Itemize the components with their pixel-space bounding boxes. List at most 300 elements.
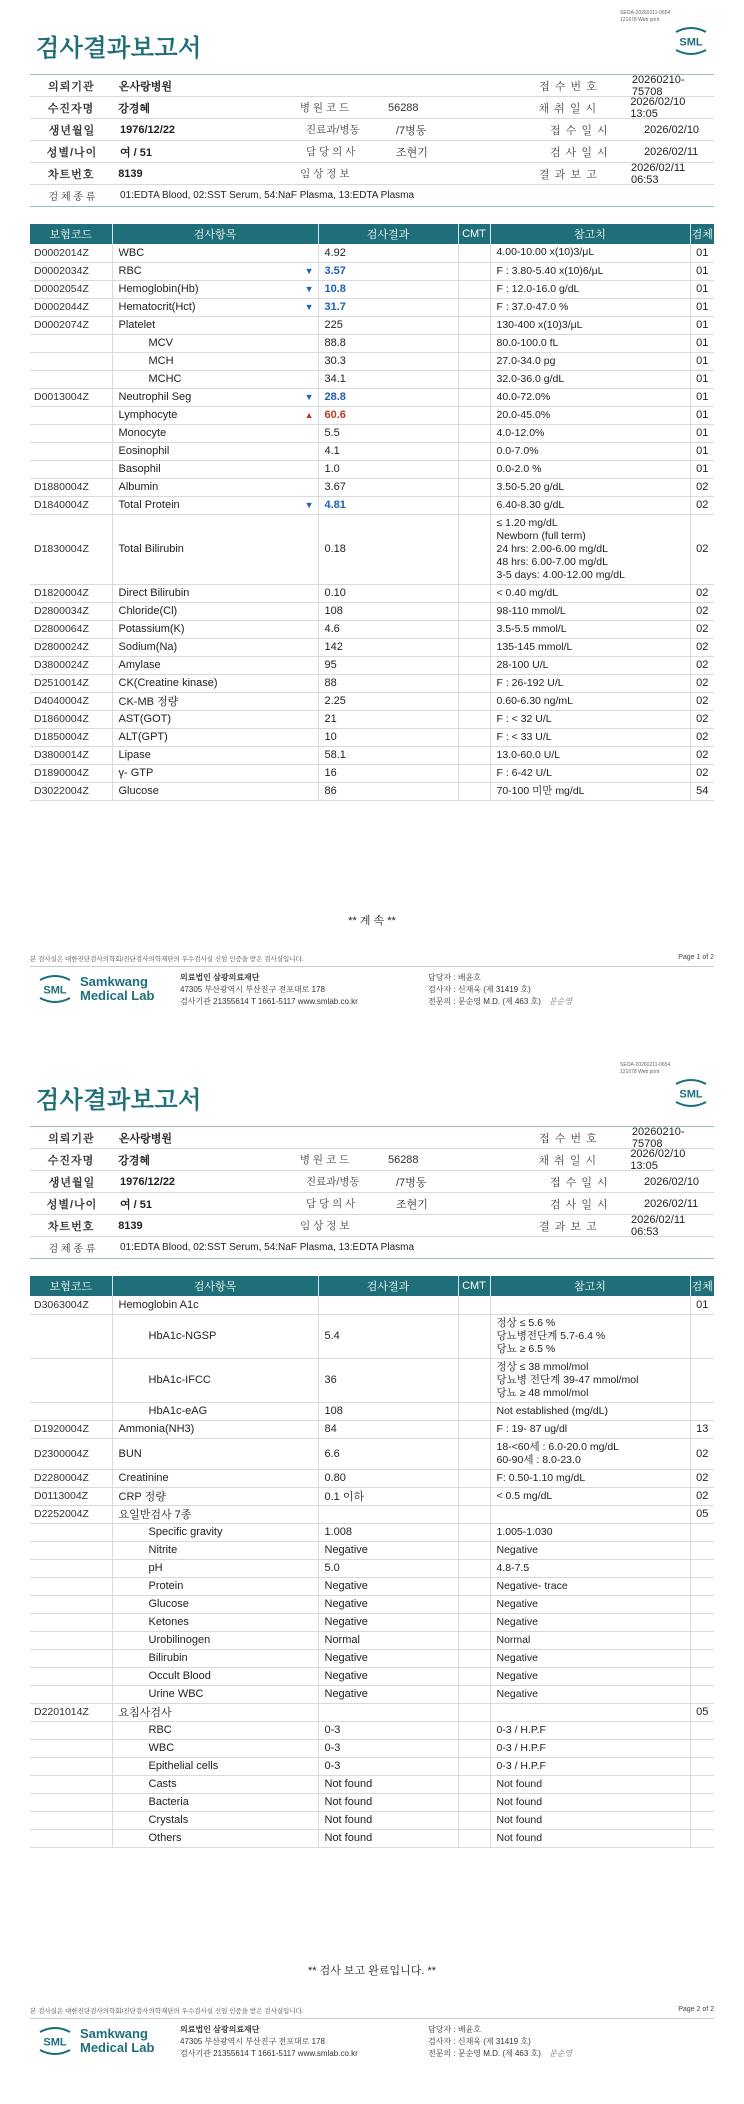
table-row — [30, 496, 714, 514]
cmt-cell — [458, 1613, 490, 1631]
table-row — [30, 710, 714, 728]
doctor-label: 담 당 의 사 — [306, 146, 356, 158]
item-cell: Hemoglobin A1c — [112, 1296, 318, 1314]
table-row — [30, 1402, 714, 1420]
code-cell: D1830004Z — [30, 514, 112, 584]
hospital-code-label: 병 원 코 드 — [299, 102, 350, 114]
item-cell: Crystals — [112, 1811, 318, 1829]
code-cell: D1880004Z — [30, 478, 112, 496]
result-cell: 0-3 — [318, 1739, 458, 1757]
cmt-cell — [458, 1559, 490, 1577]
code-cell: D1920004Z — [30, 1420, 112, 1438]
institution-label: 의뢰기관 — [48, 80, 95, 93]
table-row — [30, 620, 714, 638]
cmt-cell — [458, 584, 490, 602]
code-cell: D3022004Z — [30, 782, 112, 800]
code-cell — [30, 442, 112, 460]
receipt-date-value: 2026/02/10 — [644, 123, 700, 136]
reference-cell: 20.0-45.0% — [490, 406, 690, 424]
item-cell: Hemoglobin(Hb) ▼ — [112, 280, 318, 298]
item-cell: Lipase — [112, 746, 318, 764]
table-row — [30, 334, 714, 352]
footer-org-info: 의료법인 삼광의료재단 47305 부산광역시 부산진구 전포대로 178 검사기관 21355614 T 1661-5117 www.smlab.co.kr — [180, 973, 358, 1006]
clinical-label: 임 상 정 보 — [300, 168, 350, 180]
cmt-cell — [458, 424, 490, 442]
footer-org-info: 의료법인 삼광의료재단 47305 부산광역시 부산진구 전포대로 178 검사기관 21355614 T 1661-5117 www.smlab.co.kr — [180, 2025, 358, 2058]
item-cell: pH — [112, 1559, 318, 1577]
result-cell: Negative — [318, 1667, 458, 1685]
result-cell: Negative — [318, 1685, 458, 1703]
dob-label: 생년월일 — [48, 124, 96, 137]
reference-cell: 13.0-60.0 U/L — [490, 746, 690, 764]
result-cell — [318, 1296, 458, 1314]
cmt-cell — [458, 406, 490, 424]
code-cell — [30, 1631, 112, 1649]
code-cell: D3063004Z — [30, 1296, 112, 1314]
table-row — [30, 316, 714, 334]
code-cell: D2201014Z — [30, 1703, 112, 1721]
code-cell: D0002074Z — [30, 316, 112, 334]
table-row — [30, 1577, 714, 1595]
reference-cell: 27.0-34.0 pg — [490, 352, 690, 370]
item-cell: Nitrite — [112, 1541, 318, 1559]
result-cell: 88.8 — [318, 334, 458, 352]
reference-cell: Not established (mg/dL) — [490, 1402, 690, 1420]
print-stamp: SEOA-20260211-0654 121678 Web print — [620, 1062, 671, 1075]
low-flag-icon: ▼ — [304, 392, 314, 402]
specimen-cell: 01 — [690, 334, 714, 352]
item-cell: HbA1c-IFCC — [112, 1358, 318, 1402]
receipt-no-value: 20260210-75708 — [631, 73, 685, 98]
specimen-cell — [690, 1559, 714, 1577]
reference-cell: F : < 32 U/L — [490, 710, 690, 728]
specimen-cell: 01 — [690, 460, 714, 478]
cmt-cell — [458, 674, 490, 692]
page-number: Page 2 of 2 — [678, 2006, 714, 2013]
reference-cell — [490, 1296, 690, 1314]
table-row — [30, 1314, 714, 1358]
specimen-cell: 02 — [690, 674, 714, 692]
cmt-cell — [458, 1649, 490, 1667]
specimen-cell — [690, 1541, 714, 1559]
table-row — [30, 1631, 714, 1649]
specimen-cell: 02 — [690, 514, 714, 584]
results-table-page-1 — [30, 224, 714, 801]
footer-logo: SML Samkwang Medical Lab — [36, 974, 154, 1004]
sml-logo-icon — [672, 1078, 710, 1108]
print-stamp: SEOA-20260211-0654 121678 Web print — [620, 10, 671, 23]
cmt-cell — [458, 334, 490, 352]
cmt-cell — [458, 1296, 490, 1314]
item-cell: Potassium(K) — [112, 620, 318, 638]
reference-cell: 6.40-8.30 g/dL — [490, 496, 690, 514]
reference-cell: F : 26-192 U/L — [490, 674, 690, 692]
dept-label: 진료과/병동 — [306, 124, 360, 136]
code-cell — [30, 1595, 112, 1613]
result-cell: 225 — [318, 316, 458, 334]
table-row — [30, 1703, 714, 1721]
result-cell: 3.57 — [318, 262, 458, 280]
cmt-cell — [458, 1667, 490, 1685]
high-flag-icon: ▲ — [304, 410, 314, 420]
result-cell: Not found — [318, 1793, 458, 1811]
specimen-cell: 01 — [690, 280, 714, 298]
result-cell: 86 — [318, 782, 458, 800]
cmt-cell — [458, 1739, 490, 1757]
code-cell: D1860004Z — [30, 710, 112, 728]
cmt-cell — [458, 388, 490, 406]
accreditation-note: 본 검사실은 대한진단검사의학회/진단검사의학재단의 우수검사실 신임 인증을 받은 검사실입니다. — [30, 956, 304, 963]
reference-cell: 18-<60세 : 6.0-20.0 mg/dL 60-90세 : 8.0-23.0 — [490, 1438, 690, 1469]
cmt-cell — [458, 1811, 490, 1829]
cmt-cell — [458, 728, 490, 746]
result-cell: 1.008 — [318, 1523, 458, 1541]
reference-cell: Not found — [490, 1811, 690, 1829]
reference-cell: 0.0-7.0% — [490, 442, 690, 460]
table-row — [30, 638, 714, 656]
reference-cell: 4.8-7.5 — [490, 1559, 690, 1577]
table-row — [30, 1775, 714, 1793]
item-cell: RBC ▼ — [112, 262, 318, 280]
report-page-2 — [0, 1052, 744, 2104]
low-flag-icon: ▼ — [304, 500, 314, 510]
result-cell: 2.25 — [318, 692, 458, 710]
sml-logo-icon — [672, 26, 710, 56]
table-row — [30, 1559, 714, 1577]
cmt-cell — [458, 478, 490, 496]
result-cell: Not found — [318, 1775, 458, 1793]
table-row — [30, 1541, 714, 1559]
specimen-label: 검 체 종 류 — [48, 192, 96, 203]
item-cell: MCV — [112, 334, 318, 352]
table-row — [30, 1793, 714, 1811]
code-cell — [30, 1649, 112, 1667]
item-cell: Protein — [112, 1577, 318, 1595]
reference-cell: 4.0-12.0% — [490, 424, 690, 442]
result-cell: 88 — [318, 674, 458, 692]
result-cell: 16 — [318, 764, 458, 782]
patient-info: 의뢰기관 온사랑병원 접 수 번 호 20260210-75708 수진자명 강경혜 병 원 코 드 56288 채 취 일 시 2026/02/10 13:05 생년월일 1976/12/22 진료과/병동 /7병동 접 수 일 시 2026/02/10 성별/나이 여 / 51 담 당 의 사 조현기 검 사 일 시 2026/02/11 차트번호 8139 임 상 정 보 결 과 보 고 2026/02/11 06:53 검 체 종 류 01:EDTA Blood, 02:SST Serum, 54:NaF Plasma, 13:EDTA Plasma — [30, 1126, 714, 1259]
reference-cell: 0-3 / H.P.F — [490, 1757, 690, 1775]
specimen-cell: 02 — [690, 584, 714, 602]
specimen-cell: 01 — [690, 1296, 714, 1314]
code-cell: D2280004Z — [30, 1469, 112, 1487]
specimen-cell — [690, 1523, 714, 1541]
reference-cell: 0.0-2.0 % — [490, 460, 690, 478]
result-cell: 0.80 — [318, 1469, 458, 1487]
code-cell — [30, 370, 112, 388]
specimen-cell — [690, 1667, 714, 1685]
code-cell — [30, 1757, 112, 1775]
cmt-cell — [458, 370, 490, 388]
specimen-cell: 01 — [690, 406, 714, 424]
dept-value: /7병동 — [396, 124, 427, 137]
item-cell: CRP 정량 — [112, 1487, 318, 1505]
cmt-cell — [458, 1314, 490, 1358]
cmt-cell — [458, 1757, 490, 1775]
item-cell: Total Bilirubin — [112, 514, 318, 584]
code-cell — [30, 1721, 112, 1739]
code-cell — [30, 1541, 112, 1559]
result-cell: 142 — [318, 638, 458, 656]
table-row — [30, 782, 714, 800]
cmt-cell — [458, 1793, 490, 1811]
test-date-label: 검 사 일 시 — [550, 146, 609, 159]
reference-cell: 3.50-5.20 g/dL — [490, 478, 690, 496]
item-cell: AST(GOT) — [112, 710, 318, 728]
reference-cell: F : 3.80-5.40 x(10)6/μL — [490, 262, 690, 280]
cmt-cell — [458, 1487, 490, 1505]
table-row — [30, 1721, 714, 1739]
code-cell — [30, 1314, 112, 1358]
result-cell — [318, 1505, 458, 1523]
item-cell: Ammonia(NH3) — [112, 1420, 318, 1438]
signature: 문순영 — [548, 997, 573, 1006]
reference-cell: Negative- trace — [490, 1577, 690, 1595]
specimen-cell — [690, 1358, 714, 1402]
code-cell: D2800024Z — [30, 638, 112, 656]
reference-cell: F : 6-42 U/L — [490, 764, 690, 782]
specimen-cell — [690, 1631, 714, 1649]
hospital-code-value: 56288 — [387, 101, 419, 114]
result-cell: 10.8 — [318, 280, 458, 298]
report-title: 검사결과보고서 — [36, 35, 202, 62]
reference-cell: < 0.40 mg/dL — [490, 584, 690, 602]
specimen-cell — [690, 1739, 714, 1757]
reference-cell: F : 37.0-47.0 % — [490, 298, 690, 316]
result-cell: 21 — [318, 710, 458, 728]
col-header-ref: 참고치 — [490, 224, 690, 244]
specimen-cell: 02 — [690, 656, 714, 674]
code-cell: D2252004Z — [30, 1505, 112, 1523]
specimen-cell: 02 — [690, 478, 714, 496]
specimen-cell: 01 — [690, 388, 714, 406]
result-cell: 31.7 — [318, 298, 458, 316]
cmt-cell — [458, 280, 490, 298]
cmt-cell — [458, 782, 490, 800]
code-cell — [30, 1559, 112, 1577]
result-cell: 95 — [318, 656, 458, 674]
specimen-cell — [690, 1775, 714, 1793]
table-row — [30, 728, 714, 746]
result-cell: 0.1 이하 — [318, 1487, 458, 1505]
result-cell: 36 — [318, 1358, 458, 1402]
specimen-cell: 02 — [690, 496, 714, 514]
table-row — [30, 1811, 714, 1829]
cmt-cell — [458, 1685, 490, 1703]
table-row — [30, 674, 714, 692]
specimen-cell — [690, 1649, 714, 1667]
reference-cell — [490, 1505, 690, 1523]
code-cell: D0002054Z — [30, 280, 112, 298]
result-cell: Not found — [318, 1829, 458, 1847]
code-cell — [30, 424, 112, 442]
result-cell: 4.81 — [318, 496, 458, 514]
result-cell: 10 — [318, 728, 458, 746]
table-row — [30, 1739, 714, 1757]
specimen-cell — [690, 1402, 714, 1420]
svg-text:SML: SML — [43, 984, 67, 997]
table-row — [30, 1505, 714, 1523]
result-cell: 4.1 — [318, 442, 458, 460]
specimen-cell: 05 — [690, 1703, 714, 1721]
receipt-date-label: 접 수 일 시 — [550, 124, 609, 137]
specimen-cell: 01 — [690, 244, 714, 262]
reference-cell: 1.005-1.030 — [490, 1523, 690, 1541]
specimen-cell: 54 — [690, 782, 714, 800]
result-cell: 60.6 — [318, 406, 458, 424]
code-cell — [30, 1402, 112, 1420]
item-cell: Occult Blood — [112, 1667, 318, 1685]
specimen-cell — [690, 1613, 714, 1631]
code-cell — [30, 1775, 112, 1793]
item-cell: Glucose — [112, 1595, 318, 1613]
svg-text:SML: SML — [679, 36, 703, 49]
collect-label: 채 취 일 시 — [538, 102, 598, 115]
reference-cell: Negative — [490, 1685, 690, 1703]
item-cell: WBC — [112, 1739, 318, 1757]
cmt-cell — [458, 638, 490, 656]
table-row — [30, 262, 714, 280]
item-cell: Basophil — [112, 460, 318, 478]
reference-cell: 0-3 / H.P.F — [490, 1721, 690, 1739]
item-cell: Direct Bilirubin — [112, 584, 318, 602]
item-cell: Neutrophil Seg ▼ — [112, 388, 318, 406]
specimen-cell — [690, 1829, 714, 1847]
table-row — [30, 1523, 714, 1541]
result-cell: Negative — [318, 1577, 458, 1595]
cmt-cell — [458, 710, 490, 728]
result-cell: Negative — [318, 1613, 458, 1631]
specimen-cell — [690, 1811, 714, 1829]
specimen-cell: 01 — [690, 316, 714, 334]
name-label: 수진자명 — [47, 102, 95, 115]
item-cell: Specific gravity — [112, 1523, 318, 1541]
cmt-cell — [458, 746, 490, 764]
reference-cell: Negative — [490, 1595, 690, 1613]
name-value: 강경혜 — [118, 102, 150, 115]
result-cell: 0.10 — [318, 584, 458, 602]
table-row — [30, 1296, 714, 1314]
reference-cell: F : 12.0-16.0 g/dL — [490, 280, 690, 298]
table-row — [30, 1595, 714, 1613]
reference-cell: 정상 ≤ 5.6 % 당뇨병전단계 5.7-6.4 % 당뇨 ≥ 6.5 % — [490, 1314, 690, 1358]
cmt-cell — [458, 764, 490, 782]
result-cell: Negative — [318, 1541, 458, 1559]
cmt-cell — [458, 514, 490, 584]
table-row — [30, 478, 714, 496]
cmt-cell — [458, 1505, 490, 1523]
cmt-cell — [458, 1631, 490, 1649]
footer-staff-info: 담당자 : 배윤호 검사자 : 신재욱 (제 31419 호) 전문의 : 문순영 M.D. (제 463 호) 문순영 — [428, 2025, 573, 2058]
cmt-cell — [458, 1402, 490, 1420]
code-cell: D2300004Z — [30, 1438, 112, 1469]
table-row — [30, 692, 714, 710]
specimen-cell: 13 — [690, 1420, 714, 1438]
item-cell: HbA1c-eAG — [112, 1402, 318, 1420]
item-cell: Amylase — [112, 656, 318, 674]
specimen-cell: 01 — [690, 424, 714, 442]
result-cell: 84 — [318, 1420, 458, 1438]
code-cell: D3800014Z — [30, 746, 112, 764]
col-header-cmt: CMT — [458, 224, 490, 244]
sex-age-value: 여 / 51 — [120, 146, 153, 159]
cmt-cell — [458, 298, 490, 316]
svg-text:SML: SML — [679, 1088, 703, 1101]
col-header-specimen: 검체 — [690, 224, 714, 244]
specimen-cell: 02 — [690, 764, 714, 782]
specimen-cell — [690, 1577, 714, 1595]
report-time-value: 2026/02/11 06:53 — [631, 161, 686, 186]
code-cell — [30, 1577, 112, 1595]
cmt-cell — [458, 656, 490, 674]
specimen-cell: 02 — [690, 1438, 714, 1469]
code-cell: D1850004Z — [30, 728, 112, 746]
svg-text:SML: SML — [43, 2036, 67, 2049]
specimen-cell: 02 — [690, 638, 714, 656]
reference-cell: Not found — [490, 1829, 690, 1847]
cmt-cell — [458, 1358, 490, 1402]
specimen-cell — [690, 1793, 714, 1811]
reference-cell — [490, 1703, 690, 1721]
code-cell — [30, 1793, 112, 1811]
reference-cell: Negative — [490, 1613, 690, 1631]
col-header-result: 검사결과 — [318, 224, 458, 244]
code-cell: D0002034Z — [30, 262, 112, 280]
reference-cell: Negative — [490, 1649, 690, 1667]
reference-cell: F: 0.50-1.10 mg/dL — [490, 1469, 690, 1487]
reference-cell: 3.5-5.5 mmol/L — [490, 620, 690, 638]
specimen-cell — [690, 1757, 714, 1775]
result-cell: 4.6 — [318, 620, 458, 638]
result-cell: 5.4 — [318, 1314, 458, 1358]
code-cell: D2510014Z — [30, 674, 112, 692]
table-row — [30, 1757, 714, 1775]
reference-cell: 40.0-72.0% — [490, 388, 690, 406]
cmt-cell — [458, 352, 490, 370]
cmt-cell — [458, 442, 490, 460]
reference-cell: F : 19- 87 ug/dl — [490, 1420, 690, 1438]
item-cell: Chloride(Cl) — [112, 602, 318, 620]
low-flag-icon: ▼ — [304, 284, 314, 294]
item-cell: RBC — [112, 1721, 318, 1739]
report-complete-note: ** 검사 보고 완료입니다. ** — [307, 1965, 437, 1977]
specimen-cell — [690, 1314, 714, 1358]
table-row — [30, 370, 714, 388]
table-row — [30, 1358, 714, 1402]
reference-cell: Negative — [490, 1667, 690, 1685]
specimen-cell — [690, 1685, 714, 1703]
code-cell — [30, 1739, 112, 1757]
item-cell: Albumin — [112, 478, 318, 496]
test-date-value: 2026/02/11 — [644, 145, 699, 158]
code-cell: D3800024Z — [30, 656, 112, 674]
table-row — [30, 656, 714, 674]
cmt-cell — [458, 1577, 490, 1595]
code-cell: D2800064Z — [30, 620, 112, 638]
result-cell: 0.18 — [318, 514, 458, 584]
item-cell: γ- GTP — [112, 764, 318, 782]
specimen-cell: 02 — [690, 620, 714, 638]
result-cell: 58.1 — [318, 746, 458, 764]
code-cell — [30, 334, 112, 352]
cmt-cell — [458, 1775, 490, 1793]
reference-cell: Not found — [490, 1775, 690, 1793]
reference-cell: 70-100 미만 mg/dL — [490, 782, 690, 800]
result-cell: 34.1 — [318, 370, 458, 388]
item-cell: 요침사검사 — [112, 1703, 318, 1721]
reference-cell: 80.0-100.0 fL — [490, 334, 690, 352]
